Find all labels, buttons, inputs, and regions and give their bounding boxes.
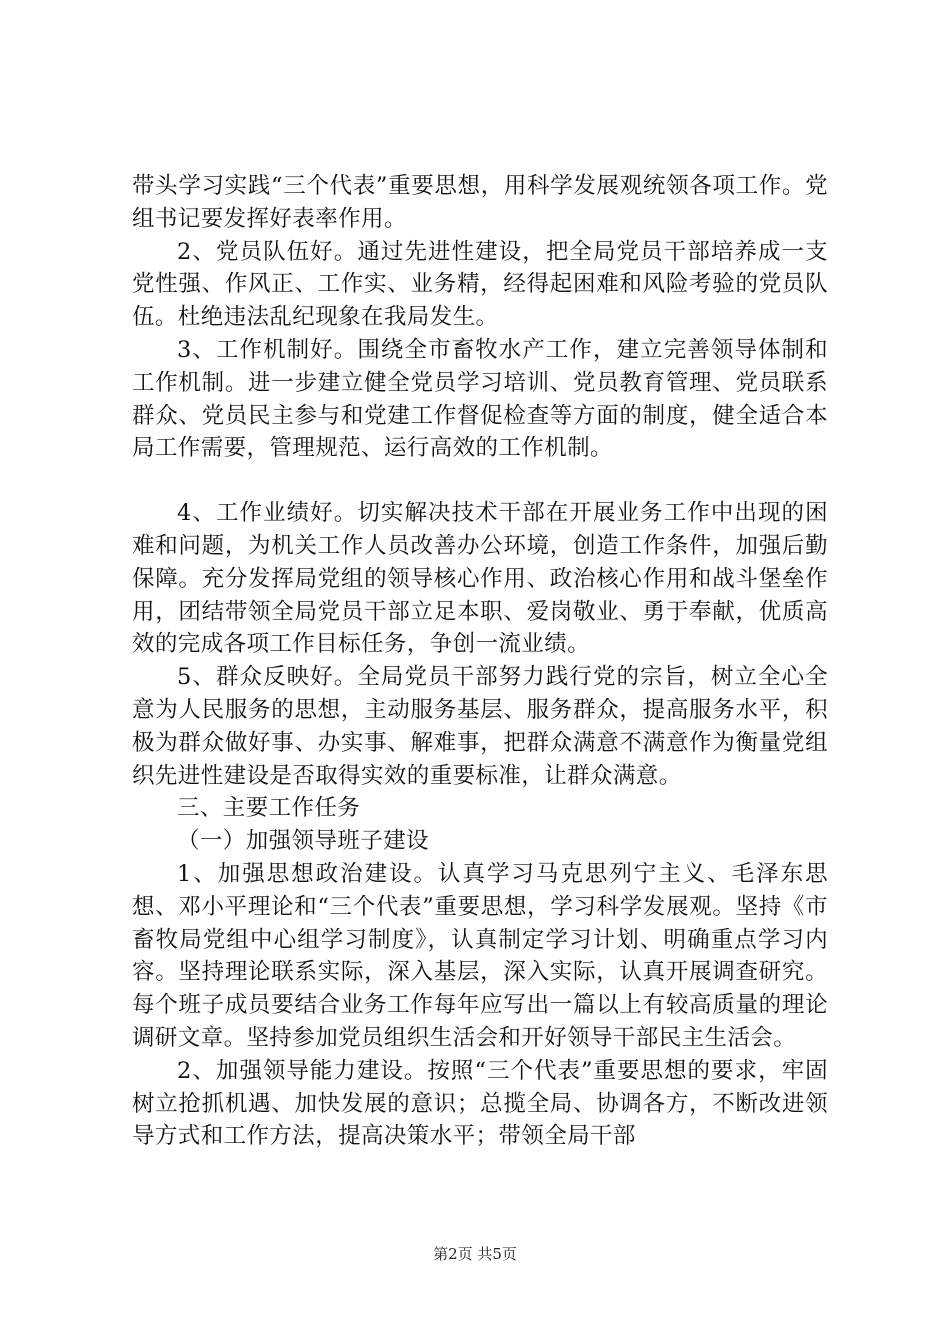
paragraph-work-performance: 4、工作业绩好。切实解决技术干部在开展业务工作中出现的困难和问题，为机关工作人员改善办公环境，创造工作条件，加强后勤保障。充分发挥局党组的领导核心作用、政治核心作用和战斗堡垒作用，团结带领全局党员干部立足本职、爱岗敬业、勇于奉献，优质高效的完成各项工作目标任务，争创一流业绩。	[132, 500, 828, 658]
paragraph-leadership-capacity: 2、加强领导能力建设。按照“三个代表”重要思想的要求，牢固树立抢抓机遇、加快发展的意识；总揽全局、协调各方，不断改进领导方式和工作方法，提高决策水平；带领全局干部	[132, 1057, 828, 1150]
paragraph-public-response: 5、群众反映好。全局党员干部努力践行党的宗旨，树立全心全意为人民服务的思想，主动服务基层、服务群众，提高服务水平，积极为群众做好事、办实事、解难事，把群众满意不满意作为衡量党组织先进性建设是否取得实效的重要标准，让群众满意。	[132, 664, 828, 789]
paragraph-party-members: 2、党员队伍好。通过先进性建设，把全局党员干部培养成一支党性强、作风正、工作实、业务精，经得起困难和风险考验的党员队伍。杜绝违法乱纪现象在我局发生。	[132, 238, 828, 331]
page-number-footer: 第2页 共5页	[433, 1245, 517, 1263]
paragraph-work-mechanism: 3、工作机制好。围绕全市畜牧水产工作，建立完善领导体制和工作机制。进一步建立健全党员学习培训、党员教育管理、党员联系群众、党员民主参与和党建工作督促检查等方面的制度，健全适合本局工作需要，管理规范、运行高效的工作机制。	[132, 336, 828, 462]
document-body	[132, 170, 828, 1153]
paragraph-ideological-building: 1、加强思想政治建设。认真学习马克思列宁主义、毛泽东思想、邓小平理论和“三个代表”重要思想，学习科学发展观。坚持《市畜牧局党组中心组学习制度》，认真制定学习计划、明确重点学习内容。坚持理论联系实际，深入基层，深入实际，认真开展调查研究。每个班子成员要结合业务工作每年应写出一篇以上有较高质量的理论调研文章。坚持参加党员组织生活会和开好领导干部民主生活会。	[132, 860, 828, 1051]
subsection-heading-leadership: （一）加强领导班子建设	[177, 828, 429, 855]
paragraph-continuation: 带头学习实践“三个代表”重要思想，用科学发展观统领各项工作。党组书记要发挥好表率作用。	[132, 173, 828, 232]
section-heading-main-tasks: 三、主要工作任务	[177, 795, 361, 822]
